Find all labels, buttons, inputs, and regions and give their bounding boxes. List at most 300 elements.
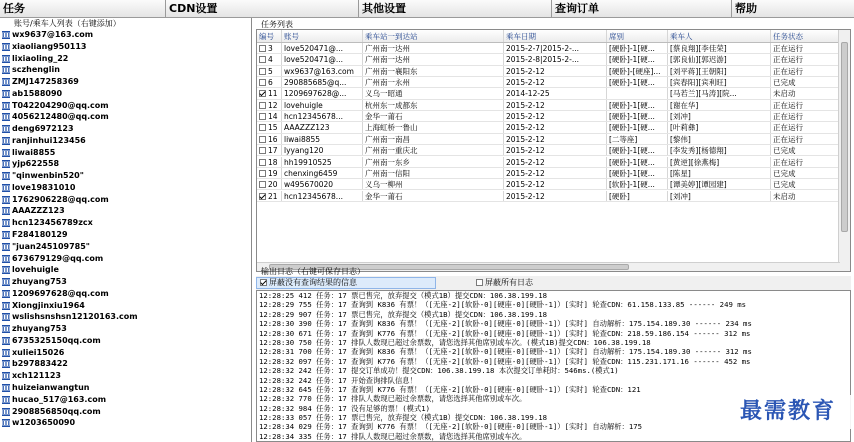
table-row[interactable] <box>257 111 839 122</box>
cell-passenger <box>668 111 771 121</box>
cell-text: 杭州东一成都东 <box>365 100 418 110</box>
log-title: 输出日志（右键可保存日志） <box>261 267 365 276</box>
tab-cdn-settings[interactable]: CDN设置 <box>166 0 359 18</box>
table-row[interactable] <box>257 134 839 145</box>
cell-passenger <box>668 66 771 76</box>
cell-text: [硬卧]-1[硬... <box>609 78 655 88</box>
account-icon <box>2 372 10 380</box>
cell-text: hcn12345678... <box>284 112 343 122</box>
cell-no <box>257 168 282 178</box>
cell-text: 正在运行 <box>773 123 803 133</box>
hide-all-option[interactable] <box>476 276 533 290</box>
task-table-vertical-scrollbar[interactable] <box>838 30 850 271</box>
cell-seat <box>607 54 668 64</box>
account-item[interactable] <box>0 41 251 53</box>
menu-bar <box>0 0 854 18</box>
cell-text: [宾春阳][宾利旺] <box>670 78 727 88</box>
account-label: xch121123 <box>12 371 61 381</box>
table-row[interactable] <box>257 54 839 65</box>
cell-text: 2015-2-12 <box>506 66 545 76</box>
account-item[interactable] <box>0 347 251 359</box>
cell-text: 14 <box>268 112 278 122</box>
cell-status <box>771 145 839 155</box>
account-icon <box>2 184 10 192</box>
cell-status <box>771 43 839 53</box>
tab-task[interactable]: 任务 <box>0 0 166 18</box>
account-label: "juan245109785" <box>12 241 90 251</box>
cell-text: 2015-2-12 <box>506 146 545 156</box>
table-row[interactable] <box>257 168 839 179</box>
log-line: 12:28:32 984 任务：17 没有足够的票！(模式1) <box>259 403 431 413</box>
log-options <box>256 276 851 290</box>
cell-text: 2015-2-12 <box>506 180 545 190</box>
row-checkbox[interactable] <box>259 124 266 131</box>
cell-text: [软卧]-1[硬... <box>609 180 655 190</box>
cell-date <box>504 179 607 189</box>
account-item[interactable] <box>0 88 251 100</box>
row-checkbox[interactable] <box>259 102 266 109</box>
cell-status <box>771 191 839 201</box>
cell-text: [刘平蒋][王朝阳] <box>670 66 727 76</box>
cell-text: 1209697628@... <box>284 89 347 99</box>
account-icon <box>2 43 10 51</box>
col-seat[interactable]: 席别 <box>607 30 668 42</box>
account-icon <box>2 137 10 145</box>
row-checkbox[interactable] <box>259 45 266 52</box>
cell-text: 正在运行 <box>773 112 803 122</box>
cell-no <box>257 54 282 64</box>
account-label: yjp622558 <box>12 159 60 169</box>
table-header <box>257 30 839 43</box>
account-item[interactable] <box>0 29 251 41</box>
table-row[interactable] <box>257 66 839 77</box>
cell-seat <box>607 157 668 167</box>
cell-text: 2015-2-12 <box>506 134 545 144</box>
table-row[interactable] <box>257 88 839 99</box>
log-line: 12:28:33 057 任务：17 票已售完，放弃提交（模式1B）提交CDN：106.38.199.18 <box>259 413 548 423</box>
cell-text: 广州南一重庆北 <box>365 146 418 156</box>
account-item[interactable] <box>0 53 251 65</box>
account-label: ranjinhui123456 <box>12 135 86 145</box>
cell-route <box>363 88 504 98</box>
cell-text: 17 <box>268 146 278 156</box>
cell-date <box>504 111 607 121</box>
cell-route <box>363 145 504 155</box>
cell-date <box>504 43 607 53</box>
table-row[interactable] <box>257 122 839 133</box>
account-item[interactable] <box>0 229 251 241</box>
cell-no <box>257 179 282 189</box>
account-item[interactable] <box>0 135 251 147</box>
row-checkbox[interactable] <box>259 159 266 166</box>
cell-text: [刘冲] <box>670 112 691 122</box>
cell-text: chenxing6459 <box>284 168 338 178</box>
row-checkbox[interactable] <box>259 170 266 177</box>
cell-no <box>257 134 282 144</box>
cell-account <box>282 134 363 144</box>
account-item[interactable] <box>0 205 251 217</box>
log-line: 12:28:32 242 任务：17 开始查询排队信息！ <box>259 375 417 385</box>
account-item[interactable] <box>0 217 251 229</box>
cell-text: 正在运行 <box>773 157 803 167</box>
log-line: 12:28:34 335 任务：17 排队人数现已超过余票数，请您选择其他席别或车次。 <box>259 431 527 441</box>
table-row[interactable] <box>257 179 839 190</box>
account-icon <box>2 55 10 63</box>
account-label: 2908856850qq.com <box>12 406 101 416</box>
account-label: lixiaoling_22 <box>12 53 69 63</box>
cell-seat <box>607 122 668 132</box>
cell-route <box>363 191 504 201</box>
cell-text: 义乌一柳州 <box>365 180 403 190</box>
cell-seat <box>607 88 668 98</box>
cell-route <box>363 122 504 132</box>
account-label: hcn123456789zcx <box>12 218 93 228</box>
account-icon <box>2 66 10 74</box>
account-icon <box>2 349 10 357</box>
cell-no <box>257 88 282 98</box>
log-line: 12:28:32 097 任务：17 查询到 K776 有票！（[无座-2][软卧-0][硬座-0][硬卧-1]）[实时] 轮查CDN：115.231.171.16 ------ 452 ms <box>259 356 751 366</box>
col-number[interactable]: 编号 <box>257 30 282 42</box>
cell-text: 正在运行 <box>773 134 803 144</box>
hide-failed-checkbox[interactable] <box>260 279 267 286</box>
account-list-title: 账号/乘车人列表（右键添加） <box>14 19 121 28</box>
cell-route <box>363 111 504 121</box>
cell-account <box>282 88 363 98</box>
account-item[interactable] <box>0 194 251 206</box>
cell-text: 广州南一达州 <box>365 55 410 65</box>
cell-text: AAAZZZ123 <box>284 123 330 133</box>
cell-text: 正在运行 <box>773 100 803 110</box>
log-line: 12:28:29 755 任务：17 查询到 K836 有票！（[无座-2][软卧-0][硬座-0][硬卧-1]）[实时] 轮查CDN：61.158.133.85 ------ 249 ms <box>259 300 747 310</box>
account-label: ZMJ147258369 <box>12 77 79 87</box>
cell-passenger <box>668 100 771 110</box>
account-label: 1209697628@qq.com <box>12 288 109 298</box>
cell-passenger <box>668 54 771 64</box>
account-icon <box>2 360 10 368</box>
row-checkbox[interactable] <box>259 147 266 154</box>
task-table[interactable] <box>256 29 851 272</box>
cell-seat <box>607 43 668 53</box>
col-route[interactable]: 乘车站一到达站 <box>363 30 504 42</box>
cell-text: [叶莉彝] <box>670 123 699 133</box>
account-item[interactable] <box>0 382 251 394</box>
account-icon <box>2 337 10 345</box>
cell-no <box>257 122 282 132</box>
cell-text: [硬卧] <box>609 191 630 201</box>
cell-status <box>771 77 839 87</box>
account-label: 4056212480@qq.com <box>12 112 109 122</box>
cell-text: 20 <box>268 180 278 190</box>
account-item[interactable] <box>0 158 251 170</box>
account-item[interactable] <box>0 323 251 335</box>
account-label: hucao_517@163.com <box>12 394 107 404</box>
cell-text: hcn12345678... <box>284 191 343 201</box>
account-icon <box>2 231 10 239</box>
cell-text: 2015-2-7|2015-2-... <box>506 44 579 53</box>
row-checkbox[interactable] <box>259 136 266 143</box>
cell-text: 19 <box>268 168 278 178</box>
cell-text: [谭美婷][谭园建] <box>670 180 727 190</box>
row-checkbox[interactable] <box>259 193 266 200</box>
cell-text: [马若兰][马涛][院... <box>670 89 737 99</box>
cell-text: 正在运行 <box>773 66 803 76</box>
cell-text: 金华一莆石 <box>365 191 403 201</box>
cell-text: 广州南一信阳 <box>365 168 410 178</box>
account-item[interactable] <box>0 311 251 323</box>
cell-text: 正在运行 <box>773 44 803 53</box>
account-icon <box>2 266 10 274</box>
account-icon <box>2 160 10 168</box>
account-item[interactable] <box>0 406 251 418</box>
cell-text: 广州南一永州 <box>365 78 410 88</box>
col-date[interactable]: 乘车日期 <box>504 30 607 42</box>
cell-text: 义乌一昭通 <box>365 89 403 99</box>
row-checkbox[interactable] <box>259 113 266 120</box>
cell-status <box>771 100 839 110</box>
account-label: b297883422 <box>12 359 68 369</box>
task-list-title: 任务列表 <box>261 20 293 29</box>
cell-text: 未启动 <box>773 191 796 201</box>
cell-text: [蔡良翔][李佳荣] <box>670 44 727 53</box>
cell-no <box>257 77 282 87</box>
account-item[interactable] <box>0 64 251 76</box>
account-item[interactable] <box>0 123 251 135</box>
cell-text: 15 <box>268 123 278 133</box>
cell-text: 2015-2-12 <box>506 100 545 110</box>
cell-text: 2015-2-12 <box>506 157 545 167</box>
hide-all-checkbox[interactable] <box>476 279 483 286</box>
cell-text: 已完成 <box>773 146 796 156</box>
cell-text: [硬卧]-1[硬... <box>609 44 655 53</box>
cell-text: 4 <box>268 55 273 65</box>
cell-text: love520471@... <box>284 44 344 53</box>
cell-text: 12 <box>268 100 278 110</box>
cell-account <box>282 100 363 110</box>
account-icon <box>2 207 10 215</box>
cell-route <box>363 179 504 189</box>
account-label: 1762906228@qq.com <box>12 194 109 204</box>
cell-text: 2015-2-12 <box>506 191 545 201</box>
account-icon <box>2 90 10 98</box>
account-icon <box>2 78 10 86</box>
account-label: wx9637@163.com <box>12 30 94 39</box>
cell-text: 18 <box>268 157 278 167</box>
cell-passenger <box>668 122 771 132</box>
cell-passenger <box>668 43 771 53</box>
table-row[interactable] <box>257 157 839 168</box>
cell-seat <box>607 111 668 121</box>
cell-account <box>282 111 363 121</box>
cell-text: [硬卧]-1[硬... <box>609 55 655 65</box>
account-icon <box>2 325 10 333</box>
log-line: 12:28:30 671 任务：17 查询到 K776 有票！（[无座-2][软卧-0][硬座-0][硬卧-1]）[实时] 轮查CDN：218.59.186.154 ------ 312 ms <box>259 328 751 338</box>
cell-text: lyyang120 <box>284 146 324 156</box>
cell-seat <box>607 134 668 144</box>
cell-status <box>771 134 839 144</box>
account-icon <box>2 113 10 121</box>
account-icon <box>2 102 10 110</box>
row-checkbox[interactable] <box>259 79 266 86</box>
account-label: 673679129@qq.com <box>12 253 104 263</box>
cell-text: 2015-2-12 <box>506 123 545 133</box>
account-icon <box>2 278 10 286</box>
cell-passenger <box>668 88 771 98</box>
account-item[interactable] <box>0 111 251 123</box>
cell-account <box>282 54 363 64</box>
col-passenger[interactable]: 乘车人 <box>668 30 771 42</box>
cell-account <box>282 168 363 178</box>
account-label: Xiongjinxiu1964 <box>12 300 85 310</box>
account-item[interactable] <box>0 100 251 112</box>
account-label: zhuyang753 <box>12 277 67 287</box>
cell-text: 2015-2-12 <box>506 168 545 178</box>
account-label: AAAZZZ123 <box>12 206 65 216</box>
account-item[interactable] <box>0 76 251 88</box>
cell-text: 已完成 <box>773 180 796 190</box>
cell-text: [郭良仙][郭迟游] <box>670 55 727 65</box>
account-item[interactable] <box>0 241 251 253</box>
cell-text: 广州南一襄阳东 <box>365 66 418 76</box>
tab-help[interactable]: 帮助 <box>735 2 757 15</box>
watermark: 最需教育 <box>724 395 852 429</box>
cell-account <box>282 122 363 132</box>
cell-text: [二等座] <box>609 134 638 144</box>
cell-account <box>282 157 363 167</box>
account-item[interactable] <box>0 276 251 288</box>
account-icon <box>2 384 10 392</box>
account-label: lovehuigle <box>12 265 59 275</box>
cell-text: love520471@... <box>284 55 344 65</box>
account-item[interactable] <box>0 300 251 312</box>
log-line: 12:28:32 242 任务：17 提交订单成功！提交CDN：106.38.199.18 本次提交订单耗时：546ms.(模式1) <box>259 366 619 376</box>
cell-date <box>504 145 607 155</box>
account-icon <box>2 125 10 133</box>
account-icon <box>2 290 10 298</box>
cell-text: 未启动 <box>773 89 796 99</box>
account-item[interactable] <box>0 394 251 406</box>
cell-text: [刘冲] <box>670 191 691 201</box>
account-item[interactable] <box>0 370 251 382</box>
tab-query-orders[interactable]: 查询订单 <box>552 0 732 18</box>
cell-route <box>363 100 504 110</box>
hide-failed-option[interactable] <box>260 276 357 290</box>
cell-status <box>771 88 839 98</box>
account-label: deng6972123 <box>12 124 74 134</box>
cell-text: [硬卧]-1[硬... <box>609 168 655 178</box>
cell-date <box>504 88 607 98</box>
cell-status <box>771 179 839 189</box>
account-label: huizeianwangtun <box>12 382 90 392</box>
hide-all-label: 屏蔽所有日志 <box>485 278 533 287</box>
cell-text: 已完成 <box>773 168 796 178</box>
cell-date <box>504 191 607 201</box>
row-checkbox[interactable] <box>259 68 266 75</box>
hide-failed-label: 屏蔽没有查询结果的信息 <box>269 278 357 287</box>
account-label: wslishsnshsn12120163.com <box>12 312 138 322</box>
cell-text: [硬卧]-1[硬... <box>609 100 655 110</box>
account-label: zhuyang753 <box>12 324 67 334</box>
account-icon <box>2 396 10 404</box>
cell-passenger <box>668 168 771 178</box>
cell-no <box>257 157 282 167</box>
cell-account <box>282 77 363 87</box>
account-item[interactable] <box>0 358 251 370</box>
account-item[interactable] <box>0 147 251 159</box>
cell-no <box>257 111 282 121</box>
cell-status <box>771 122 839 132</box>
cell-text: 11 <box>268 89 278 99</box>
cell-seat <box>607 100 668 110</box>
account-item[interactable] <box>0 182 251 194</box>
cell-text: hh19910525 <box>284 157 332 167</box>
cell-text: 16 <box>268 134 278 144</box>
account-label: "qinwenbin520" <box>12 171 84 181</box>
account-icon <box>2 31 10 39</box>
account-item[interactable] <box>0 253 251 265</box>
account-icon <box>2 196 10 204</box>
cell-text: 2015-2-12 <box>506 112 545 122</box>
tab-other-settings[interactable]: 其他设置 <box>359 0 552 18</box>
cell-seat <box>607 77 668 87</box>
cell-date <box>504 77 607 87</box>
account-item[interactable] <box>0 170 251 182</box>
account-list-panel <box>0 18 252 442</box>
cell-date <box>504 54 607 64</box>
cell-passenger <box>668 134 771 144</box>
account-label: sczhenglin <box>12 65 60 75</box>
cell-text: [黎伟] <box>670 134 691 144</box>
table-row[interactable] <box>257 100 839 111</box>
table-row[interactable] <box>257 191 839 202</box>
account-item[interactable] <box>0 335 251 347</box>
cell-route <box>363 168 504 178</box>
cell-text: [黄逆][徐燕梅] <box>670 157 720 167</box>
cell-date <box>504 134 607 144</box>
row-checkbox[interactable] <box>259 56 266 63</box>
cell-text: [硬卧]-1[硬... <box>609 112 655 122</box>
log-line: 12:28:30 750 任务：17 排队人数现已超过余票数，请您选择其他席别或车次。(模式1B)提交CDN：106.38.199.18 <box>259 337 651 347</box>
account-label: w1203650090 <box>12 418 76 428</box>
account-icon <box>2 419 10 427</box>
cell-text: [陈星] <box>670 168 691 178</box>
cell-seat <box>607 191 668 201</box>
task-panel <box>253 18 854 442</box>
account-item[interactable] <box>0 264 251 276</box>
row-checkbox[interactable] <box>259 90 266 97</box>
col-account[interactable]: 账号 <box>282 30 363 42</box>
account-icon <box>2 149 10 157</box>
row-checkbox[interactable] <box>259 181 266 188</box>
log-line: 12:28:32 645 任务：17 查询到 K776 有票！（[无座-2][软卧-0][硬座-0][硬卧-1]）[实时] 轮查CDN：121 <box>259 384 641 394</box>
table-row[interactable] <box>257 77 839 88</box>
account-item[interactable] <box>0 417 251 429</box>
cell-passenger <box>668 191 771 201</box>
table-row[interactable] <box>257 43 839 54</box>
account-icon <box>2 172 10 180</box>
cell-text: 广州南一达州 <box>365 44 410 53</box>
table-row[interactable] <box>257 145 839 156</box>
account-item[interactable] <box>0 288 251 300</box>
cell-no <box>257 43 282 53</box>
cell-text: liwai8855 <box>284 134 321 144</box>
col-status[interactable]: 任务状态 <box>773 32 803 41</box>
cell-passenger <box>668 145 771 155</box>
cell-passenger <box>668 157 771 167</box>
account-list[interactable] <box>0 29 251 429</box>
cell-text: 已完成 <box>773 78 796 88</box>
log-line: 12:28:31 700 任务：17 查询到 K836 有票！（[无座-2][软卧-0][硬座-0][硬卧-1]）[实时] 自动解析：175.154.189.30 ------ 312 ms <box>259 347 752 357</box>
cell-route <box>363 43 504 53</box>
